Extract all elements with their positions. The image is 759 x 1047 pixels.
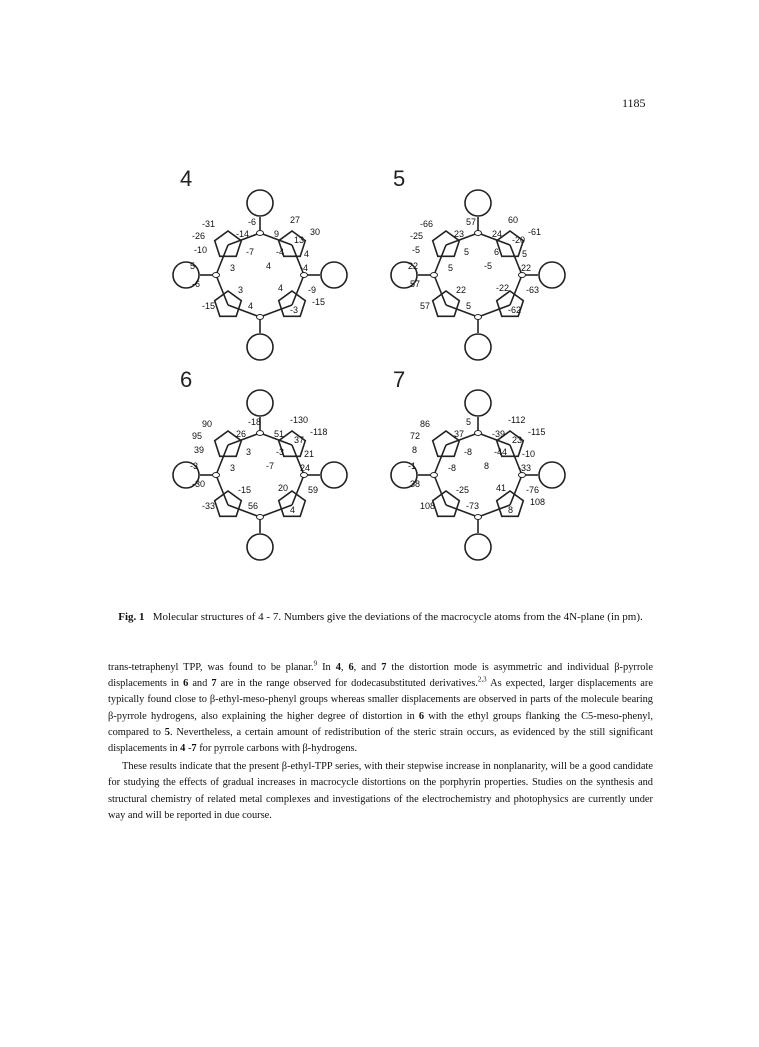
displacement-label: -4 bbox=[300, 263, 309, 273]
displacement-label: 4 bbox=[266, 261, 272, 271]
displacement-label: -1 bbox=[408, 461, 417, 471]
displacement-label: 72 bbox=[410, 431, 421, 441]
displacement-label: -3 bbox=[276, 447, 285, 457]
displacement-label: 8 bbox=[508, 505, 514, 515]
meso-atom bbox=[519, 473, 526, 478]
phenyl-ring bbox=[247, 534, 273, 560]
phenyl-ring bbox=[465, 534, 491, 560]
caption-text: Molecular structures of 4 - 7. Numbers give the deviations of the macrocycle atoms from the 4N-plane (in pm). bbox=[152, 611, 643, 623]
displacement-label: 5 bbox=[448, 263, 454, 273]
molecule-6 bbox=[160, 375, 360, 575]
displacement-label: -6 bbox=[192, 279, 201, 289]
macrocycle-bond bbox=[446, 305, 478, 317]
macrocycle-bond bbox=[292, 275, 304, 305]
macrocycle-bond bbox=[510, 275, 522, 305]
body-text bbox=[108, 660, 653, 824]
displacement-label: 20 bbox=[278, 483, 289, 493]
displacement-label: 51 bbox=[274, 429, 285, 439]
displacement-label: 37 bbox=[294, 435, 305, 445]
macrocycle-bond bbox=[434, 275, 446, 305]
displacement-label: 22 bbox=[408, 261, 419, 271]
displacement-label: -33 bbox=[202, 501, 216, 511]
displacement-label: 90 bbox=[202, 419, 213, 429]
displacement-label: -9 bbox=[308, 285, 317, 295]
displacement-label: -112 bbox=[508, 415, 526, 425]
displacement-label: 5 bbox=[190, 261, 196, 271]
displacement-label: -31 bbox=[202, 219, 216, 229]
macrocycle-bond bbox=[260, 305, 292, 317]
displacement-label: -62 bbox=[508, 305, 522, 315]
phenyl-ring bbox=[247, 390, 273, 416]
displacement-label: 56 bbox=[248, 501, 259, 511]
displacement-label: 8 bbox=[484, 461, 490, 471]
displacement-label: 59 bbox=[308, 485, 319, 495]
displacement-label: -115 bbox=[528, 427, 546, 437]
displacement-label: 4 bbox=[290, 505, 296, 515]
displacement-label: 3 bbox=[230, 463, 236, 473]
panel-label-5: 5 bbox=[393, 166, 406, 191]
displacement-label: 41 bbox=[496, 483, 507, 493]
displacement-label: 37 bbox=[454, 429, 465, 439]
displacement-label: -61 bbox=[528, 227, 542, 237]
phenyl-ring bbox=[539, 462, 565, 488]
macrocycle-bond bbox=[510, 475, 522, 505]
displacement-label: 3 bbox=[246, 447, 252, 457]
displacement-label: 60 bbox=[508, 215, 519, 225]
phenyl-ring bbox=[465, 390, 491, 416]
displacement-label: -15 bbox=[202, 301, 216, 311]
displacement-label: 4 bbox=[278, 283, 284, 293]
molecule-5 bbox=[378, 175, 578, 375]
phenyl-ring bbox=[539, 262, 565, 288]
panel-label-6: 6 bbox=[180, 367, 193, 392]
displacement-label: -8 bbox=[448, 463, 457, 473]
displacement-label: -30 bbox=[192, 479, 206, 489]
molecule-7 bbox=[378, 375, 578, 575]
displacement-label: 22 bbox=[456, 285, 467, 295]
displacement-label: 3 bbox=[238, 285, 244, 295]
displacement-label: -76 bbox=[526, 485, 540, 495]
displacement-label: 23 bbox=[512, 435, 523, 445]
displacement-label: -22 bbox=[518, 263, 532, 273]
meso-atom bbox=[257, 315, 264, 320]
displacement-label: -6 bbox=[248, 217, 257, 227]
displacement-label: -20 bbox=[512, 235, 526, 245]
meso-atom bbox=[301, 473, 308, 478]
displacement-label: -10 bbox=[194, 245, 208, 255]
meso-atom bbox=[257, 431, 264, 436]
displacement-label: 13 bbox=[294, 235, 305, 245]
displacement-label: 21 bbox=[304, 449, 315, 459]
displacement-label: 39 bbox=[194, 445, 205, 455]
displacement-label: -63 bbox=[526, 285, 540, 295]
displacement-label: 24 bbox=[300, 463, 311, 473]
displacement-label: -73 bbox=[466, 501, 480, 511]
displacement-label: 57 bbox=[410, 279, 421, 289]
phenyl-ring bbox=[247, 190, 273, 216]
displacement-label: -4 bbox=[276, 247, 285, 257]
phenyl-ring bbox=[321, 462, 347, 488]
meso-atom bbox=[519, 273, 526, 278]
macrocycle-bond bbox=[260, 505, 292, 517]
displacement-label: 38 bbox=[410, 479, 421, 489]
meso-atom bbox=[301, 273, 308, 278]
displacement-label: 5 bbox=[464, 247, 470, 257]
meso-atom bbox=[475, 515, 482, 520]
macrocycle-bond bbox=[216, 275, 228, 305]
displacement-label: -3 bbox=[290, 305, 299, 315]
displacement-label: 3 bbox=[230, 263, 236, 273]
displacement-label: -130 bbox=[290, 415, 309, 425]
displacement-label: 95 bbox=[192, 431, 203, 441]
meso-atom bbox=[431, 273, 438, 278]
displacement-label: 5 bbox=[522, 249, 528, 259]
paragraph-1: trans-tetraphenyl TPP, was found to be planar.$^9$ In 4, 6, and 7 the distortion mode is asymmetric and individual β-pyrrole displacements in 6 and 7 are in the range observed for dodecasubstituted derivatives.$^{2,3}$ As expected, larger displacements are typically found close to β-ethyl-meso-phenyl groups whereas smaller displacements are observed in parts of the molecule bearing β-pyrrole hydrogens, also explaining the higher degree of distortion in 6 with the ethyl groups flanking the C5-meso-phenyl, compared to 5. Nevertheless, a certain amount of redistribution of the steric strain occurs, as evidenced by the still significant displacements in 4 -7 for pyrrole carbons with β-hydrogens. bbox=[108, 659, 654, 755]
macrocycle-bond bbox=[228, 305, 260, 317]
meso-atom bbox=[213, 273, 220, 278]
displacement-label: 108 bbox=[530, 497, 546, 507]
displacement-label: -33 bbox=[518, 463, 532, 473]
meso-atom bbox=[475, 231, 482, 236]
panel-label-4: 4 bbox=[180, 166, 193, 191]
displacement-label: -8 bbox=[464, 447, 473, 457]
meso-atom bbox=[475, 431, 482, 436]
displacement-label: -15 bbox=[238, 485, 252, 495]
displacement-label: 57 bbox=[466, 217, 477, 227]
displacement-label: 30 bbox=[310, 227, 321, 237]
displacement-label: -25 bbox=[410, 231, 424, 241]
displacement-label: 24 bbox=[492, 229, 503, 239]
macrocycle-bond bbox=[216, 475, 228, 505]
displacement-label: -39 bbox=[492, 429, 506, 439]
meso-atom bbox=[257, 515, 264, 520]
displacement-label: -22 bbox=[496, 283, 510, 293]
displacement-label: -7 bbox=[266, 461, 275, 471]
molecule-4 bbox=[160, 175, 360, 375]
phenyl-ring bbox=[247, 334, 273, 360]
displacement-label: 4 bbox=[304, 249, 310, 259]
meso-atom bbox=[213, 473, 220, 478]
meso-atom bbox=[257, 231, 264, 236]
displacement-label: 26 bbox=[236, 429, 247, 439]
displacement-label: -26 bbox=[192, 231, 206, 241]
figure-caption bbox=[108, 609, 653, 626]
displacement-label: 23 bbox=[454, 229, 465, 239]
phenyl-ring bbox=[465, 334, 491, 360]
paragraph-2: These results indicate that the present β-ethyl-TPP series, with their stepwise increase in nonplanarity, will be a good candidate for studying the effects of gradual increases in macrocycle distortions on the porphyrin properties. Studies on the synthesis and structural chemistry of related metal complexes and investigations of the electrochemistry and photophysics are currently under way and will be reported in due course. bbox=[108, 761, 653, 821]
displacement-label: 8 bbox=[412, 445, 418, 455]
displacement-label: -10 bbox=[522, 449, 536, 459]
macrocycle-bond bbox=[434, 475, 446, 505]
displacement-label: -3 bbox=[190, 461, 199, 471]
displacement-label: 57 bbox=[420, 301, 431, 311]
displacement-label: -44 bbox=[494, 447, 508, 457]
meso-atom bbox=[475, 315, 482, 320]
displacement-label: -15 bbox=[312, 297, 326, 307]
phenyl-ring bbox=[321, 262, 347, 288]
displacement-label: -118 bbox=[310, 427, 328, 437]
macrocycle-bond bbox=[478, 505, 510, 517]
displacement-label: 9 bbox=[274, 229, 280, 239]
displacement-label: 5 bbox=[466, 417, 472, 427]
displacement-label: 4 bbox=[248, 301, 254, 311]
displacement-label: 86 bbox=[420, 419, 431, 429]
page-number: 1185 bbox=[622, 96, 646, 110]
panel-label-7: 7 bbox=[393, 367, 406, 392]
macrocycle-bond bbox=[478, 305, 510, 317]
displacement-label: -66 bbox=[420, 219, 434, 229]
displacement-label: 6 bbox=[494, 247, 500, 257]
displacement-label: 5 bbox=[466, 301, 472, 311]
displacement-label: -18 bbox=[248, 417, 262, 427]
meso-atom bbox=[431, 473, 438, 478]
displacement-label: -7 bbox=[246, 247, 255, 257]
displacement-label: -5 bbox=[412, 245, 421, 255]
macrocycle-bond bbox=[292, 475, 304, 505]
displacement-label: 27 bbox=[290, 215, 301, 225]
caption-prefix: Fig. 1 bbox=[118, 611, 145, 623]
displacement-label: -5 bbox=[484, 261, 493, 271]
displacement-label: -14 bbox=[236, 229, 250, 239]
phenyl-ring bbox=[465, 190, 491, 216]
displacement-label: 108 bbox=[420, 501, 436, 511]
displacement-label: -25 bbox=[456, 485, 470, 495]
